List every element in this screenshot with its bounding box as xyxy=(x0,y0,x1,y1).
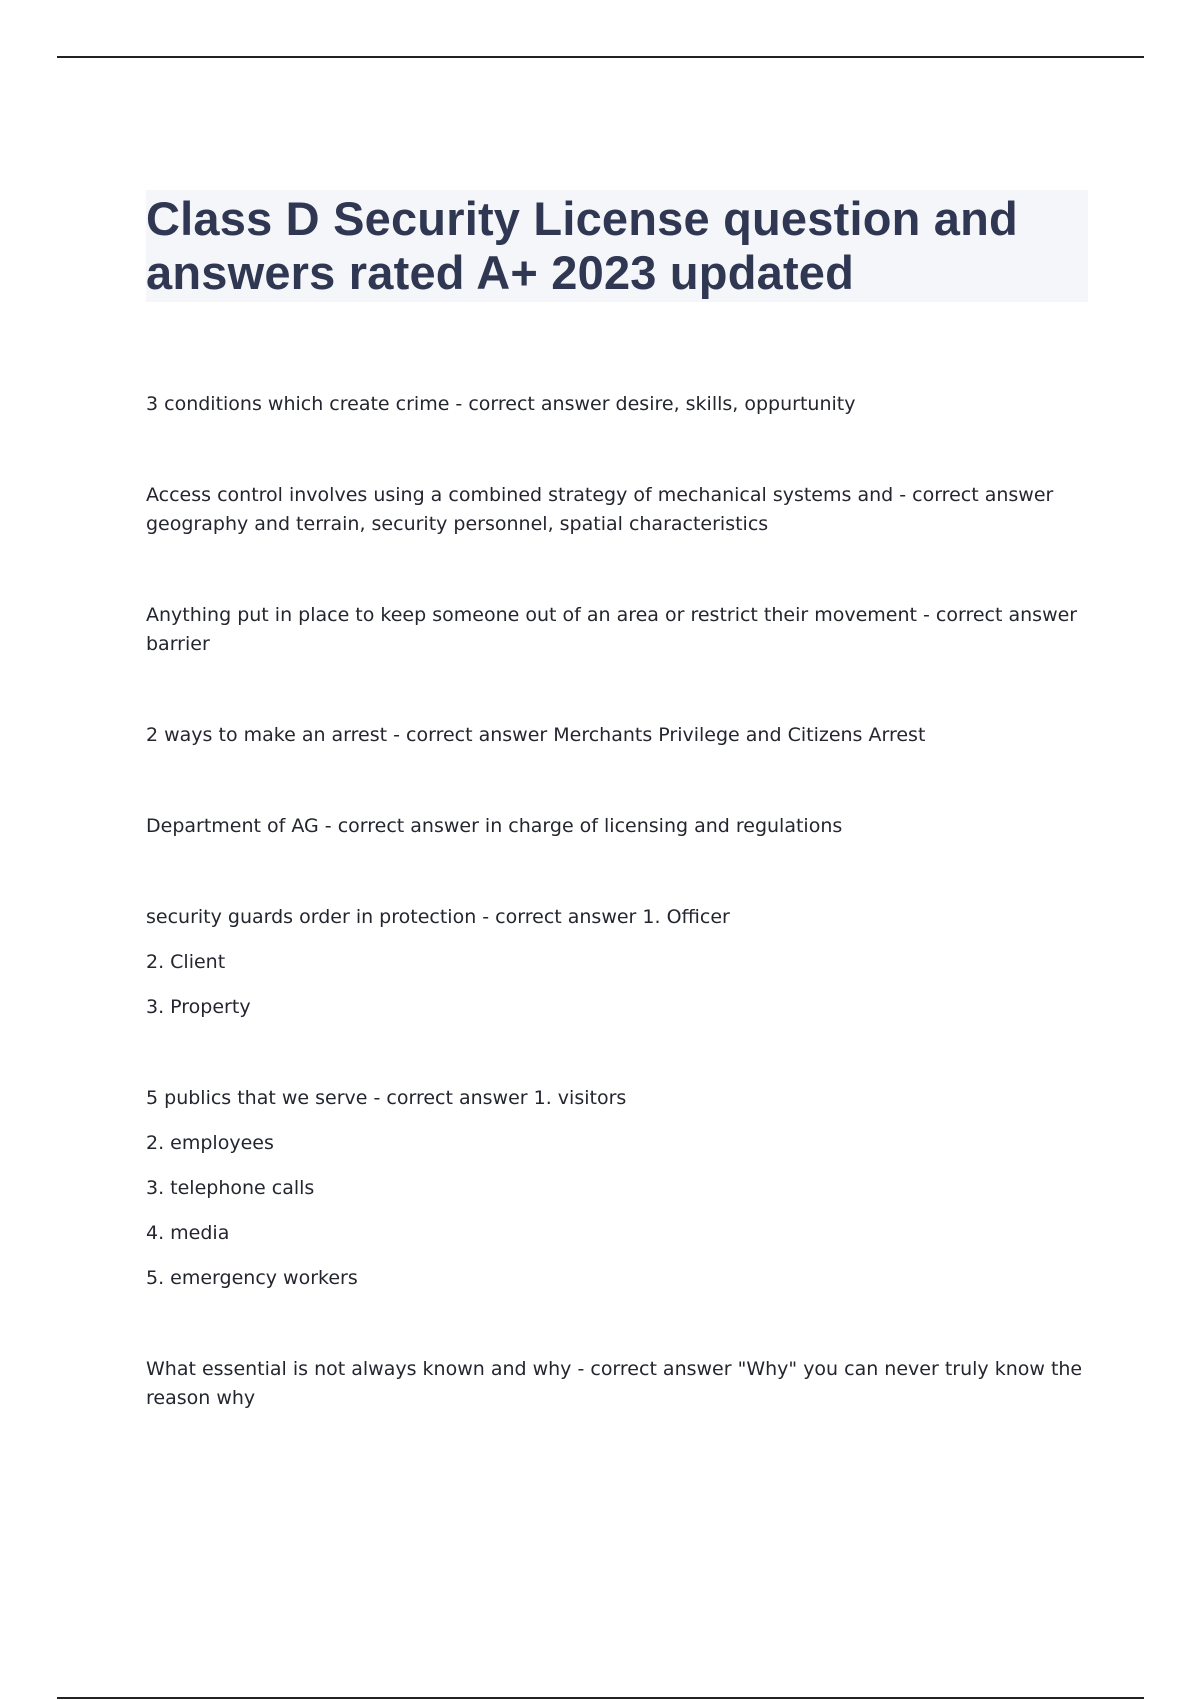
qa-text: 3 conditions which create crime - correct answer desire, skills, oppurtunity xyxy=(146,393,856,415)
qa-text: What essential is not always known and why - correct answer "Why" you can never truly know the reason why xyxy=(146,1358,1083,1409)
bottom-rule xyxy=(57,1697,1144,1699)
qa-list-line: 5. emergency workers xyxy=(146,1267,358,1289)
qa-text: Department of AG - correct answer in charge of licensing and regulations xyxy=(146,815,843,837)
qa-text: Access control involves using a combined strategy of mechanical systems and - correct answer geography and terrain, security personnel, spatial characteristics xyxy=(146,484,1054,535)
qa-list-line: 4. media xyxy=(146,1222,230,1244)
qa-item xyxy=(146,1084,1096,1293)
qa-item xyxy=(146,903,1096,1022)
document-title xyxy=(146,192,1088,300)
qa-text: Anything put in place to keep someone out of an area or restrict their movement - correct answer barrier xyxy=(146,604,1078,655)
qa-list-line: 2. employees xyxy=(146,1132,274,1154)
qa-text: security guards order in protection - correct answer 1. Officer xyxy=(146,906,730,928)
qa-item xyxy=(146,1355,1096,1413)
qa-item xyxy=(146,481,1096,539)
qa-item xyxy=(146,390,1096,419)
title-box xyxy=(146,190,1088,302)
qa-item xyxy=(146,812,1096,841)
title-line-2: answers rated A+ 2023 updated xyxy=(146,246,855,299)
title-line-1: Class D Security License question and xyxy=(146,192,1018,245)
qa-item xyxy=(146,721,1096,750)
qa-list-line: 3. Property xyxy=(146,996,251,1018)
qa-list xyxy=(146,390,1096,1475)
qa-list-line: 3. telephone calls xyxy=(146,1177,315,1199)
qa-text: 5 publics that we serve - correct answer 1. visitors xyxy=(146,1087,627,1109)
top-rule xyxy=(57,56,1144,58)
qa-list-line: 2. Client xyxy=(146,951,226,973)
qa-text: 2 ways to make an arrest - correct answer Merchants Privilege and Citizens Arrest xyxy=(146,724,926,746)
qa-item xyxy=(146,601,1096,659)
